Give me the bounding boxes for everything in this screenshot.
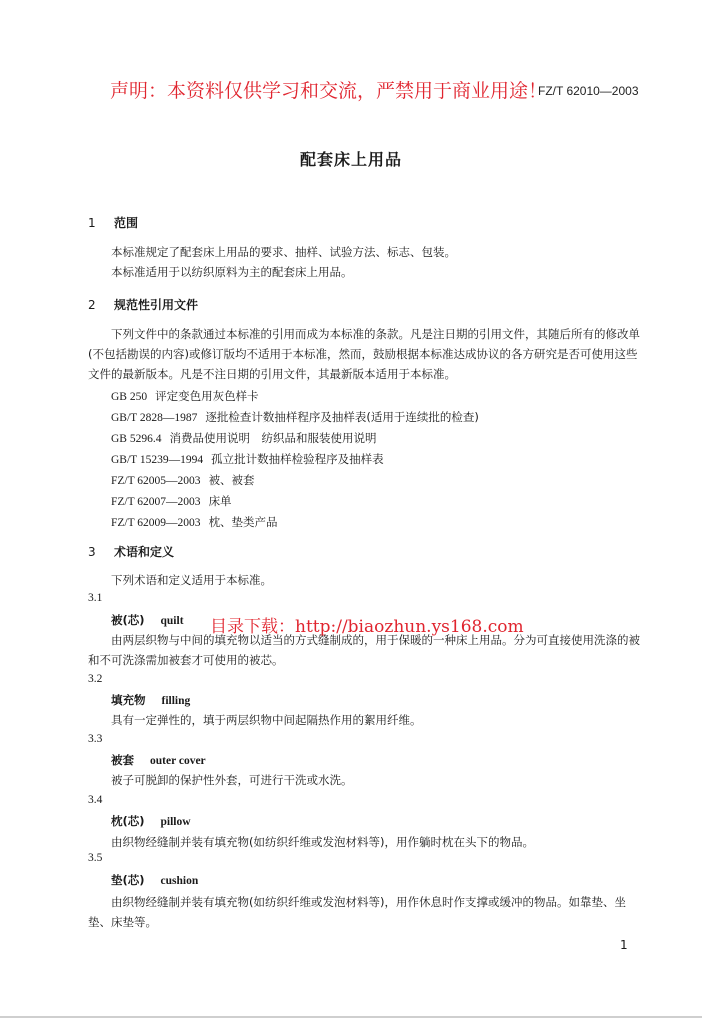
- paragraph: 下列术语和定义适用于本标准。: [111, 573, 272, 587]
- section-heading-terms: [88, 543, 174, 560]
- disclaimer-watermark: 声明：本资料仅供学习和交流，严禁用于商业用途！: [110, 80, 548, 102]
- reference-item: [111, 472, 255, 488]
- paragraph: 具有一定弹性的，填于两层织物中间起隔热作用的絮用纤维。: [111, 713, 422, 727]
- term-number: 3.1: [88, 592, 103, 604]
- section-number: 3: [88, 545, 96, 559]
- section-title: 范围: [114, 216, 139, 230]
- reference-title: 评定变色用灰色样卡: [155, 389, 259, 403]
- section-heading-normative-references: [88, 296, 198, 313]
- section-number: 2: [88, 298, 96, 312]
- section-title: 术语和定义: [114, 545, 175, 559]
- term-en: outer cover: [150, 755, 206, 767]
- page-title: 配套床上用品: [299, 150, 402, 169]
- term-en: pillow: [160, 816, 191, 828]
- term-definition: [88, 630, 644, 670]
- reference-title: 逐批检查计数抽样程序及抽样表(适用于连续批的检查): [205, 410, 479, 424]
- term-number: 3.5: [88, 852, 103, 864]
- references-intro: [88, 324, 644, 384]
- paragraph: 由两层织物与中间的填充物以适当的方式缝制成的，用于保暖的一种床上用品。分为可直接使用洗涤的被和不可洗涤需加被套才可使用的被芯。: [88, 633, 640, 667]
- term-definition: [88, 892, 644, 932]
- term-number: 3.2: [88, 673, 103, 685]
- reference-code: FZ/T 62009—2003: [111, 517, 201, 529]
- term-en: cushion: [160, 875, 199, 887]
- reference-item: [111, 514, 278, 530]
- section-title: 规范性引用文件: [114, 298, 199, 312]
- reference-title: 孤立批计数抽样检验程序及抽样表: [211, 452, 384, 466]
- term-number: 3.4: [88, 794, 103, 806]
- reference-item: [111, 388, 259, 404]
- reference-item: [111, 409, 479, 425]
- paragraph: 本标准适用于以纺织原料为主的配套床上用品。: [111, 265, 353, 279]
- term-cn: 被套: [111, 753, 134, 767]
- paragraph: 由织物经缝制并装有填充物(如纺织纤维或发泡材料等)，用作休息时作支撑或缓冲的物品。如靠垫、坐垫、床垫等。: [88, 895, 626, 929]
- term-heading: [111, 692, 190, 708]
- term-heading: [111, 813, 191, 829]
- term-cn: 枕(芯): [111, 814, 145, 828]
- section-heading-scope: [88, 214, 138, 231]
- page-number: 1: [620, 938, 628, 952]
- term-definition: [88, 710, 644, 730]
- reference-code: FZ/T 62007—2003: [111, 496, 201, 508]
- scan-edge-line: [0, 1016, 702, 1018]
- reference-code: FZ/T 62005—2003: [111, 475, 201, 487]
- paragraph: 被子可脱卸的保护性外套，可进行干洗或水洗。: [111, 773, 353, 787]
- paragraph: 本标准规定了配套床上用品的要求、抽样、试验方法、标志、包装。: [111, 245, 456, 259]
- reference-title: 枕、垫类产品: [208, 515, 278, 529]
- term-definition: [88, 832, 644, 852]
- terms-intro: [88, 570, 644, 590]
- reference-title: 消费品使用说明 纺织品和服装使用说明: [169, 431, 377, 445]
- term-cn: 填充物: [111, 693, 146, 707]
- term-heading: [111, 612, 184, 628]
- term-heading: [111, 752, 206, 768]
- reference-code: GB/T 2828—1987: [111, 412, 198, 424]
- term-en: quilt: [160, 615, 184, 627]
- reference-title: 被、被套: [208, 473, 255, 487]
- reference-item: [111, 451, 384, 467]
- paragraph: 由织物经缝制并装有填充物(如纺织纤维或发泡材料等)，用作躺时枕在头下的物品。: [111, 835, 534, 849]
- reference-code: GB/T 15239—1994: [111, 454, 204, 466]
- term-heading: [111, 872, 198, 888]
- term-cn: 被(芯): [111, 613, 145, 627]
- term-cn: 垫(芯): [111, 873, 145, 887]
- reference-code: GB 5296.4: [111, 433, 162, 445]
- paragraph: 下列文件中的条款通过本标准的引用而成为本标准的条款。凡是注日期的引用文件，其随后所有的修改单(不包括勘误的内容)或修订版均不适用于本标准，然而，鼓励根据本标准达成协议的各方研究是否可使用这些文件的最新版本。凡是不注日期的引用文件，其最新版本适用于本标准。: [88, 327, 640, 381]
- standard-code: FZ/T 62010—2003: [538, 84, 639, 98]
- scope-body: [88, 242, 644, 282]
- section-number: 1: [88, 216, 96, 230]
- reference-code: GB 250: [111, 391, 148, 403]
- term-definition: [88, 770, 644, 790]
- reference-title: 床单: [208, 494, 232, 508]
- term-en: filling: [161, 695, 191, 707]
- term-number: 3.3: [88, 733, 103, 745]
- reference-item: [111, 493, 232, 509]
- reference-item: [111, 430, 376, 446]
- download-watermark: 目录下载：http://biaozhun.ys168.com: [210, 617, 524, 637]
